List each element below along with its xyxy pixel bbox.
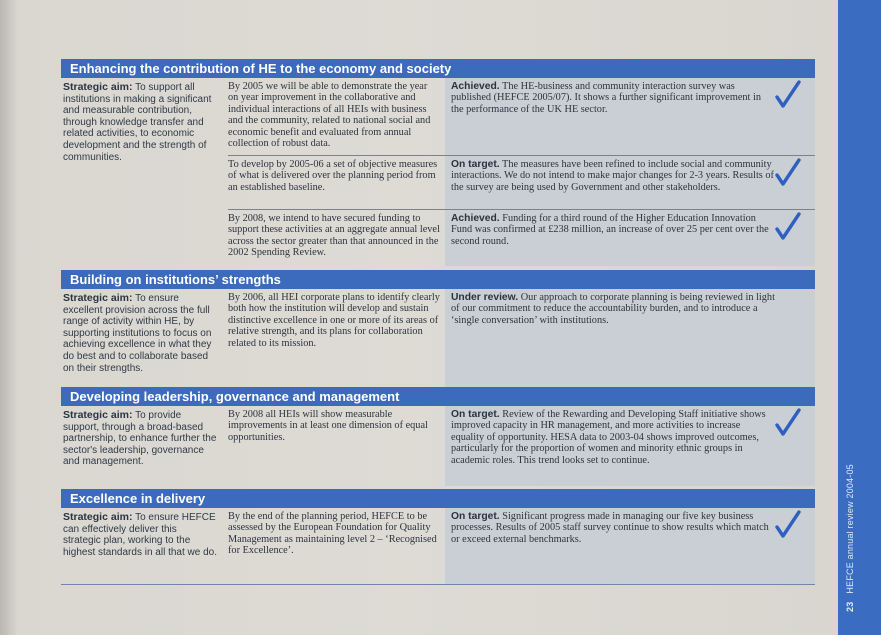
tick-icon: [775, 212, 801, 242]
section-title: Developing leadership, governance and management: [61, 387, 815, 406]
strategic-aim: [63, 512, 217, 558]
target-row: [228, 508, 815, 584]
status-text: [451, 409, 775, 466]
section-title: Enhancing the contribution of HE to the economy and society: [61, 59, 815, 78]
section-title: Excellence in delivery: [61, 489, 815, 508]
page-number: 23: [845, 601, 855, 612]
status-text: [451, 213, 775, 247]
aim-text: To provide support, through a broad-based partnership, to enhance further the sector's leadership, governance and management.: [63, 410, 217, 468]
aim-text: To ensure excellent provision across the full range of activity within HE, by supporting institutions to focus on achieving excellence in what they do best and to collaborate based on their strengths.: [63, 293, 212, 374]
aim-label: Strategic aim:: [63, 292, 133, 304]
aim-label: Strategic aim:: [63, 409, 133, 421]
status-label: Achieved.: [451, 213, 500, 224]
target-text: By 2008, we intend to have secured funding to support these activities at an aggregate annual level across the sector greater than that announced in the 2002 Spending Review.: [228, 213, 440, 259]
status-label: Achieved.: [451, 81, 500, 92]
target-text: To develop by 2005-06 a set of objective measures of what is delivered over the planning period from an established baseline.: [228, 159, 438, 193]
bottom-rule: [61, 584, 815, 585]
status-label: On target.: [451, 159, 500, 170]
target-row: [228, 209, 815, 266]
status-detail: Review of the Rewarding and Developing Staff initiative shows improved capacity in HR management, and more activities to increase equality of opportunity. HESA data to 2003-04 shows improved outcomes, particularly for the proportion of women and minority ethnic groups in academic roles. This trend looks set to continue.: [451, 409, 766, 466]
target-row: [228, 78, 815, 155]
status-detail: The measures have been refined to include social and community interactions. We do not intend to make major changes for 2-3 years. Results of the survey are being used by Government and other stakeholders.: [451, 159, 774, 193]
target-row: [228, 406, 815, 486]
tick-icon: [775, 158, 801, 188]
aim-label: Strategic aim:: [63, 81, 133, 93]
status-detail: Significant progress made in managing our five key business processes. Results of 2005 staff survey continue to show results which match or exceed external benchmarks.: [451, 511, 769, 545]
aim-text: To ensure HEFCE can effectively deliver this strategic plan, working to the highest standards in all that we do.: [63, 512, 217, 558]
publication-title: HEFCE annual review 2004-05: [845, 464, 855, 594]
status-label: On target.: [451, 409, 500, 420]
target-text: By 2006, all HEI corporate plans to identify clearly both how the institution will develop and sustain distinctive excellence in one or more of its areas of relative strength, and its plans for collaboration related to its mission.: [228, 292, 440, 349]
strategic-aim: [63, 293, 217, 374]
strategic-aim: [63, 410, 217, 468]
aim-text: To support all institutions in making a significant and measurable contribution, through knowledge transfer and related activities, to economic development and the strength of communities.: [63, 82, 212, 163]
status-text: [451, 159, 775, 193]
section-excellence-delivery: [61, 489, 815, 584]
tick-icon: [775, 80, 801, 110]
section-institutions-strengths: [61, 270, 815, 387]
target-text: By 2005 we will be able to demonstrate the year on year improvement in the collaborative and individual interactions of all HEIs with business and the community, related to national social and economic benefit and evaluated from annual collection of robust data.: [228, 81, 431, 150]
section-leadership-governance: [61, 387, 815, 486]
status-text: [451, 81, 775, 115]
status-detail: Funding for a third round of the Higher Education Innovation Fund was confirmed at £238 million, an increase of over 25 per cent over the second round.: [451, 213, 769, 247]
target-text: By 2008 all HEIs will show measurable improvements in at least one dimension of equal opportunities.: [228, 409, 428, 443]
status-detail: Our approach to corporate planning is being reviewed in light of our commitment to reduce the accountability burden, and to introduce a ‘single conversation’ with institutions.: [451, 292, 775, 326]
target-row: [228, 155, 815, 209]
aim-label: Strategic aim:: [63, 511, 133, 523]
section-economy-society: [61, 59, 815, 266]
tick-icon: [775, 510, 801, 540]
status-text: [451, 292, 775, 326]
strategic-aim: [63, 82, 217, 163]
tick-icon: [775, 408, 801, 438]
section-title: Building on institutions’ strengths: [61, 270, 815, 289]
status-detail: The HE-business and community interaction survey was published (HEFCE 2005/07). It shows a further significant improvement in the performance of the UK HE sector.: [451, 81, 762, 115]
status-text: [451, 511, 775, 545]
status-label: Under review.: [451, 292, 519, 303]
spine-footer: [845, 464, 855, 612]
target-text: By the end of the planning period, HEFCE to be assessed by the European Foundation for Quality Management as maintaining level 2 – ‘Recognised for Excellence’.: [228, 511, 437, 557]
target-row: [228, 289, 815, 387]
status-label: On target.: [451, 511, 500, 522]
